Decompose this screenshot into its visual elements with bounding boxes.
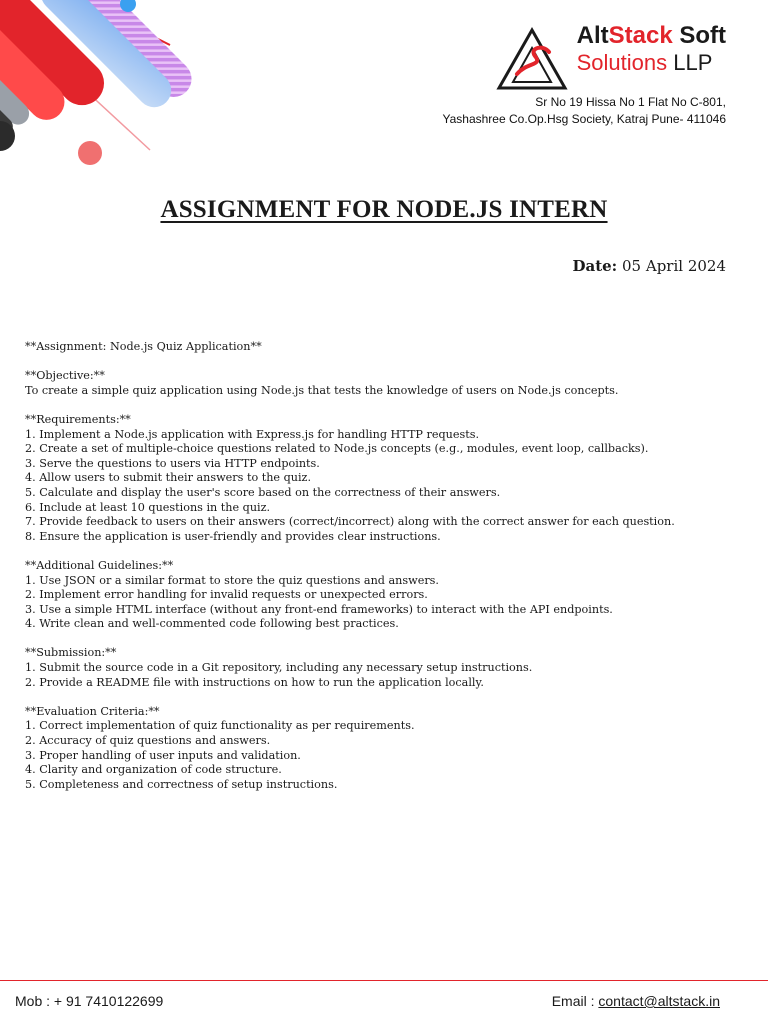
requirement-item: 4. Allow users to submit their answers to the quiz. [25,471,312,485]
objective-heading: **Objective:** [25,369,105,383]
guideline-item: 4. Write clean and well-commented code following best practices. [25,617,399,631]
brand-llp: LLP [667,49,713,75]
brand-stack: Stack [608,22,673,49]
requirement-item: 1. Implement a Node.js application with Express.js for handling HTTP requests. [25,427,480,441]
evaluation-item: 4. Clarity and organization of code structure. [25,763,282,777]
address-line-2: Yashashree Co.Op.Hsg Society, Katraj Pune- 411046 [442,112,726,126]
footer-mobile: Mob : + 91 7410122699 [15,993,164,1009]
company-address [443,94,727,128]
guideline-item: 3. Use a simple HTML interface (without any front-end frameworks) to interact with the API endpoints. [25,602,613,616]
company-logo [493,22,726,92]
address-line-1: Sr No 19 Hissa No 1 Flat No C-801, [535,95,726,109]
brand-name-line1 [577,22,726,50]
evaluation-heading: **Evaluation Criteria:** [25,704,160,718]
requirement-item: 6. Include at least 10 questions in the quiz. [25,500,271,514]
guideline-item: 2. Implement error handling for invalid requests or unexpected errors. [25,588,428,602]
email-label: Email : [551,993,599,1009]
brand-solutions: Solutions [576,49,668,75]
objective-text: To create a simple quiz application using Node.js that tests the knowledge of users on Node.js concepts. [25,383,619,397]
footer-email [552,993,720,1009]
evaluation-item: 5. Completeness and correctness of setup instructions. [25,777,338,791]
submission-item: 1. Submit the source code in a Git repository, including any necessary setup instructions. [25,661,533,675]
evaluation-item: 1. Correct implementation of quiz functionality as per requirements. [25,719,415,733]
assignment-content [25,340,745,807]
footer-divider [0,980,768,981]
brand-alt: Alt [576,22,609,49]
altstack-logo-icon [493,26,571,92]
requirement-item: 8. Ensure the application is user-friendly and provides clear instructions. [25,529,441,543]
submission-heading: **Submission:** [25,646,117,660]
evaluation-item: 2. Accuracy of quiz questions and answers. [25,734,271,748]
guidelines-heading: **Additional Guidelines:** [25,558,174,572]
guideline-item: 1. Use JSON or a similar format to store the quiz questions and answers. [25,573,439,587]
requirement-item: 3. Serve the questions to users via HTTP endpoints. [25,456,320,470]
requirement-item: 7. Provide feedback to users on their answers (correct/incorrect) along with the correct answer for each question. [25,515,675,529]
requirement-item: 5. Calculate and display the user's score based on the correctness of their answers. [25,485,501,499]
requirements-heading: **Requirements:** [25,412,131,426]
document-date [572,257,726,275]
assignment-heading: **Assignment: Node.js Quiz Application** [25,340,262,353]
submission-item: 2. Provide a README file with instructions on how to run the application locally. [25,675,484,689]
requirement-item: 2. Create a set of multiple-choice questions related to Node.js concepts (e.g., modules, event loop, callbacks). [25,442,649,456]
date-label: Date: [572,257,618,275]
evaluation-item: 3. Proper handling of user inputs and validation. [25,748,301,762]
document-title: ASSIGNMENT FOR NODE.JS INTERN [160,196,608,223]
date-value: 05 April 2024 [622,257,726,275]
brand-name-line2 [577,50,726,75]
email-link[interactable]: contact@altstack.in [598,993,720,1009]
corner-decoration [0,0,200,170]
brand-soft: Soft [672,22,726,49]
